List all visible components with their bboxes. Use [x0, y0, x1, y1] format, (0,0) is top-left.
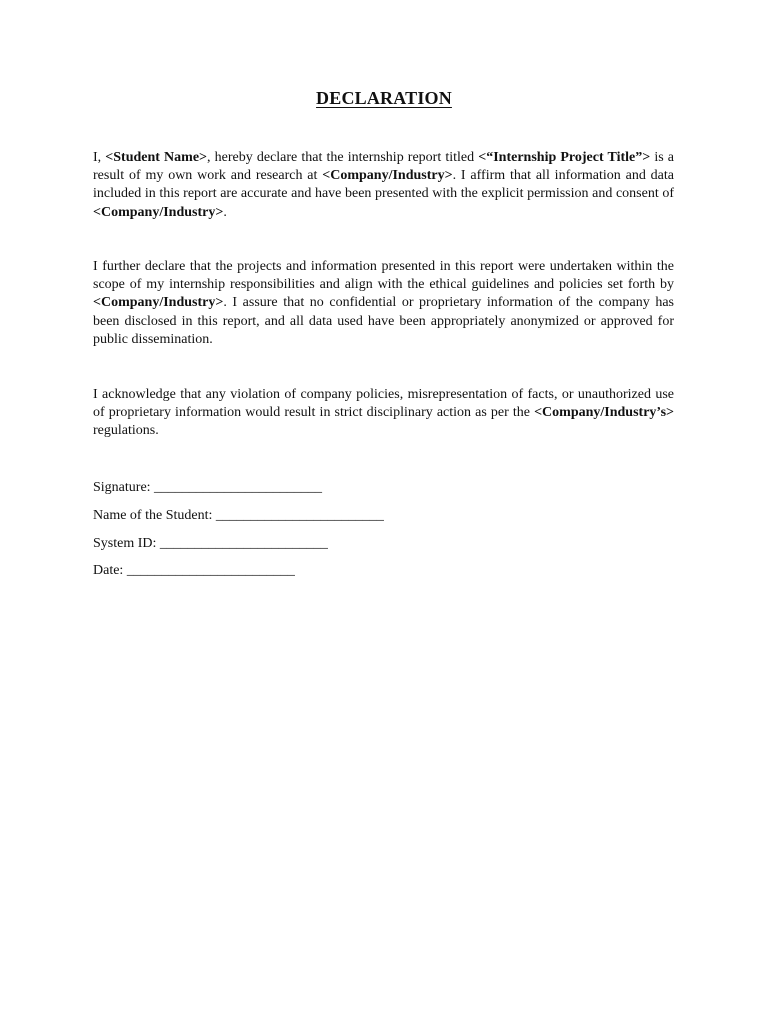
company-placeholder: <Company/Industry>	[322, 168, 453, 184]
company-possessive-placeholder: <Company/Industry’s>	[534, 405, 674, 421]
paragraph-text: is a result of my own work and research at	[93, 150, 675, 184]
company-placeholder: <Company/Industry>	[93, 204, 224, 220]
declaration-paragraph-2	[93, 258, 674, 349]
signature-fields	[93, 478, 384, 589]
paragraph-text: I further declare that the projects and information presented in this report were undertaken within the scope of my internship responsibilities and align with the ethical guidelines and policies set forth by	[93, 259, 674, 293]
paragraph-text: . I assure that no confidential or proprietary information of the company has been disclosed in this report, and all data used have been appropriately anonymized or approved for public dissemination.	[93, 295, 674, 347]
paragraph-text: .	[223, 204, 227, 220]
declaration-paragraph-1	[93, 149, 674, 222]
paragraph-text: I acknowledge that any violation of company policies, misrepresentation of facts, or unauthorized use of proprietary information would result in strict disciplinary action as per the	[93, 387, 674, 421]
paragraph-text: , hereby declare that the internship report titled	[207, 150, 479, 165]
declaration-paragraph-3	[93, 386, 674, 441]
paragraph-text: regulations.	[93, 423, 159, 439]
company-placeholder: <Company/Industry>	[93, 295, 224, 311]
signature-line: Signature: ________________________	[93, 480, 323, 495]
project-title-placeholder: <“Internship Project Title”>	[478, 150, 651, 165]
student-name-line: Name of the Student: ________________________	[93, 507, 384, 523]
paragraph-text: . I affirm that all information and data included in this report are accurate and have been presented with the explicit permission and consent of	[93, 168, 674, 202]
date-line: Date: ________________________	[93, 563, 295, 579]
student-name-placeholder: <Student Name>	[105, 150, 208, 165]
paragraph-text: I,	[93, 150, 106, 165]
document-title: DECLARATION	[316, 88, 452, 108]
system-id-line: System ID: ________________________	[93, 535, 328, 551]
